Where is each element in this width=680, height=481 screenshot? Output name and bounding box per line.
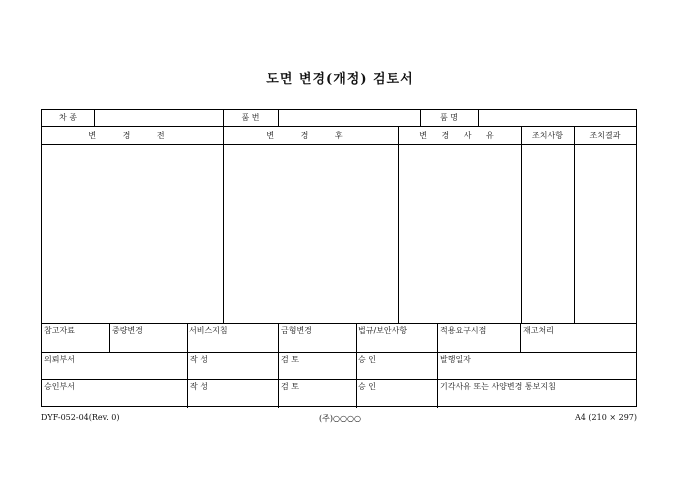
after-change-area[interactable] [224,145,397,322]
col-divider [109,323,110,352]
issue-date-label: 발행일자 [440,355,471,364]
approve-dept-label: 승인부서 [44,382,75,391]
apply-request-label: 적용요구시점 [440,326,487,335]
col-divider [187,323,188,352]
row-divider-1 [42,126,636,127]
mold-change-label: 금형변경 [281,326,312,335]
col-divider [356,352,357,408]
action-result-area[interactable] [575,145,635,322]
weight-change-label: 중량변경 [112,326,143,335]
col-divider [278,352,279,408]
company-name: (주)○○○○ [319,414,361,423]
col-divider [278,110,279,126]
ref-material-label: 참고자료 [44,326,75,335]
col-divider [94,110,95,126]
car-type-label: 차 종 [59,113,77,122]
header-before-change: 변 경 전 [88,131,177,140]
row-divider-5 [42,379,636,380]
approve-approve-label: 승 인 [358,382,376,391]
approve-review-label: 검 토 [281,382,299,391]
request-review-label: 검 토 [281,355,299,364]
col-divider [437,352,438,408]
document-title: 도면 변경(개정) 검토서 [266,72,414,87]
header-action-item: 조치사항 [532,131,563,140]
reject-note-label: 기각사유 또는 사양변경 통보지침 [440,382,556,391]
row-divider-3 [42,323,636,324]
col-divider [187,352,188,408]
action-item-area[interactable] [522,145,573,322]
header-after-change: 변 경 후 [266,131,355,140]
col-divider [356,323,357,352]
col-divider [478,110,479,126]
col-divider [520,323,521,352]
stock-handling-label: 재고처리 [523,326,554,335]
row-divider-4 [42,352,636,353]
col-divider [437,323,438,352]
header-change-reason: 변 경 사 유 [419,131,500,140]
before-change-area[interactable] [43,145,222,322]
change-reason-area[interactable] [399,145,520,322]
col-divider [278,323,279,352]
request-write-label: 작 성 [190,355,208,364]
request-approve-label: 승 인 [358,355,376,364]
doc-code: DYF-052-04(Rev. 0) [41,413,120,422]
part-name-label: 품 명 [440,113,458,122]
review-form-table [41,109,637,407]
law-security-label: 법규/보안사항 [358,326,408,335]
request-dept-label: 의뢰부서 [44,355,75,364]
part-no-label: 품 번 [241,113,260,122]
header-action-result: 조치결과 [589,131,621,140]
service-guide-label: 서비스지침 [189,326,228,335]
approve-write-label: 작 성 [190,382,208,391]
paper-size: A4 (210 × 297) [575,413,637,422]
